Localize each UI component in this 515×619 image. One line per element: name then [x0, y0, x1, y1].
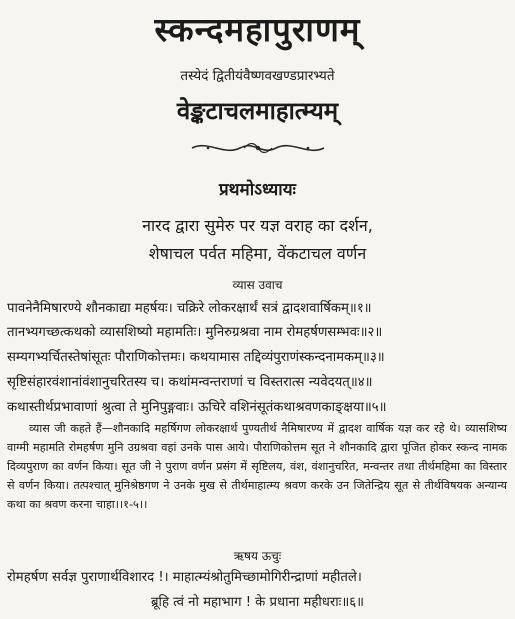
ornament-divider-icon	[0, 137, 515, 159]
translation-text: व्यास जी कहते हैं—शौनकादि महर्षिगण लोकरक्षार्थ पुण्यतीर्थ नैमिषारण्य में द्वादश वार्षिक यज्ञ कर रहे थे। व्यासशिष्य वाग्मी महामति रोमहर्षण मुनि उग्रश्रवा वहां उनके पास आये। पौराणिकोत्तम सूत ने शौनकादि द्वारा पूजित होकर स्कन्द नामक दिव्यपुराण का वर्णन किया। सूत जी ने पुराण वर्णन प्रसंग में सृष्टिलय, वंश, वंशानुचरित, मन्वन्तर तथा तीर्थमहिमा का विस्तार से वर्णन किया। तत्पश्चात् मुनिश्रेष्ठगण ने उनके मुख से तीर्थमाहात्म्य श्रवण करके उन जितेन्द्रिय सूत से तीर्थविषयक अन्यान्य कथा का श्रवण करना चाहा।।१-५।।	[7, 422, 507, 511]
verse-line: तानभ्यगच्छत्कथको व्यासशिष्यो महामतिः। मुनिरुग्रश्रवा नाम रोमहर्षणसम्भवः॥२॥	[7, 325, 383, 340]
chapter-heading: प्रथमोऽध्यायः	[219, 180, 296, 200]
chapter-summary-line: नारद द्वारा सुमेरु पर यज्ञ वराह का दर्शन,	[142, 216, 373, 235]
verse-line: ब्रूहि त्वं नो महाभाग ! के प्रधाना महीधराः॥६॥	[151, 595, 364, 610]
speaker-label: व्यास उवाच	[232, 278, 283, 292]
verse-line: सम्यगभ्यर्चितस्तेषांसूतः पौराणिकोत्तमः। कथयामास तद्दिव्यंपुराणंस्कन्दनामकम्॥३॥	[7, 350, 385, 365]
page-title: स्कन्दमहापुराणम्	[154, 10, 361, 49]
section-title: वेङ्कटाचलमाहात्म्यम्	[176, 97, 339, 125]
verse-line: रोमहर्षण सर्वज्ञ पुराणार्थविशारद !। माहात्म्यंश्रोतुमिच्छामोगिरीन्द्राणां महीतले।	[7, 570, 362, 585]
section-subheading: तस्येदं द्वितीयंवैष्णवखण्डप्रारभ्यते	[180, 68, 335, 84]
speaker-label: ऋषय ऊचुः	[233, 549, 282, 563]
verse-line: पावनेनैमिषारण्ये शौनकाद्या महर्षयः। चक्रिरे लोकरक्षार्थं सत्रं द्वादशवार्षिकम्॥१॥	[7, 301, 372, 316]
chapter-summary-line: शेषाचल पर्वत महिमा, वेंकटाचल वर्णन	[148, 244, 367, 263]
verse-line: सृष्टिसंहारवंशानांवंशानुचरितस्य च। कथांमन्वन्तराणां च विस्तरात्स न्यवेदयत्॥४॥	[7, 375, 373, 390]
translation-paragraph	[7, 420, 507, 515]
chapter-summary	[0, 212, 515, 268]
verse-line: कथास्तीर्थप्रभावाणां श्रुत्वा ते मुनिपुङ्गवाः। ऊचिरे वशिनंसूतंकथाश्रवणकाङ्क्षया॥५॥	[7, 400, 387, 415]
